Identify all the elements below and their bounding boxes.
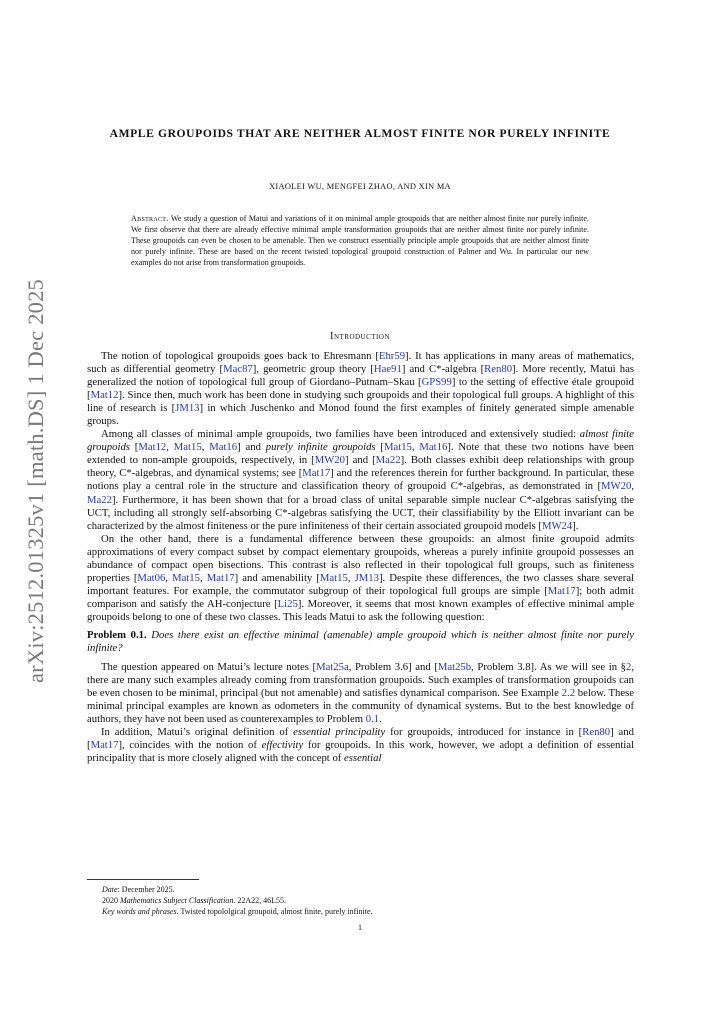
paragraph-text: The notion of topological groupoids goes back to Ehresmann [ — [101, 350, 379, 362]
paragraph-text: ] and amenability [ — [234, 571, 320, 584]
citation-link[interactable]: Li25 — [277, 597, 298, 610]
arxiv-stamp — [10, 279, 62, 683]
paragraphs-before — [87, 350, 634, 624]
citation-link[interactable]: Hae91 — [373, 363, 402, 376]
abstract-text: We study a question of Matui and variations of it on minimal ample groupoids that are neither almost finite nor purely infinite. We first observe that there are already effective minimal ample transformation groupoids that are neither almost finite nor purely infinite. These groupoids can even be chosen to be amenable. Then we construct essentially principle ample groupoids that are neither almost finite nor purely infinite. These are based on the recent twisted topological groupoid construction of Palmer and Wu. In particular our new examples do not arise from transformation groupoids. — [131, 214, 589, 268]
author-list: XIAOLEI WU, MENGFEI ZHAO, AND XIN MA — [269, 182, 451, 191]
section-title: Introduction — [329, 331, 390, 342]
page-number: 1 — [358, 923, 362, 932]
abstract — [131, 213, 589, 268]
paragraph-text: ]. Note that these two notions have been extended to non-ample groupoids, respectively, in [ — [87, 441, 635, 467]
paragraph-text: The question appeared on Matui’s lecture notes [ — [101, 661, 317, 674]
paragraph-text: , Problem 3.6] and [ — [348, 661, 438, 674]
body-paragraph — [87, 428, 634, 532]
citation-link[interactable]: Mat17 — [206, 571, 235, 584]
paragraph-text: , — [199, 571, 207, 584]
citation-link[interactable]: Mat16 — [209, 441, 238, 454]
citation-link[interactable]: Mac87 — [223, 363, 253, 376]
arxiv-stamp-text: arXiv:2512.01325v1 [math.DS] 1 Dec 2025 — [23, 279, 48, 683]
body-paragraph — [87, 661, 634, 726]
paragraph-text: ]. Both classes exhibit deep relationships with group theory, C*-algebras, and dynamical systems; see [ — [87, 454, 634, 480]
paragraph-text: . — [379, 713, 382, 726]
emphasis-text: essential principality — [293, 726, 386, 739]
citation-link[interactable]: GPS99 — [421, 376, 452, 389]
paragraph-text: ] to the setting of effective étale groupoid [ — [87, 376, 634, 402]
paragraph-text: ]. It has applications in many areas of mathematics, such as differential geometry [ — [87, 350, 634, 376]
citation-link[interactable]: JM13 — [175, 402, 200, 415]
paragraph-text: , Problem 3.8]. As we will see in § — [471, 661, 626, 674]
emphasis-text: almost finite groupoids — [87, 428, 634, 454]
citation-link[interactable]: Mat15 — [172, 571, 200, 584]
paragraph-text: ]; both admit comparison and satisfy the AH-conjecture [ — [87, 584, 634, 610]
body-paragraph — [87, 350, 634, 428]
paragraph-text: , — [347, 571, 355, 584]
problem-statement — [87, 629, 634, 655]
citation-link[interactable]: MW20 — [314, 454, 346, 467]
paragraph-text: ] and [ — [345, 454, 376, 467]
footnote-keywords: Key words and phrases. Twisted topololgical groupoid, almost finite, purely infinite. — [102, 907, 373, 917]
footnote-msc: 2020 Mathematics Subject Classification. 22A22, 46L55. — [102, 896, 286, 906]
citation-link[interactable]: 2 — [626, 661, 632, 674]
paragraph-text: ] in which Juschenko and Monod found the first examples of finitely generated simple amenable groups. — [87, 402, 634, 428]
citation-link[interactable]: Mat25a — [316, 661, 349, 674]
paragraph-text: ]. Despite these differences, the two classes share several important features. For example, the commutator subgroup of their topological full groups are simple [ — [87, 571, 634, 597]
citation-link[interactable]: JM13 — [354, 571, 379, 584]
body-text — [87, 350, 634, 765]
citation-link[interactable]: Mat15 — [173, 441, 202, 454]
citation-link[interactable]: Mat17 — [302, 467, 331, 480]
paragraph-text: In addition, Matui’s original definition of — [101, 726, 294, 739]
citation-link[interactable]: Mat16 — [419, 441, 448, 454]
paragraph-text: Among all classes of minimal ample groupoids, two families have been introduced and extensively studied: — [101, 428, 580, 441]
citation-link[interactable]: Mat15 — [384, 441, 412, 454]
citation-link[interactable]: MW20 — [601, 480, 632, 493]
paragraph-text: ] and C*-algebra [ — [401, 363, 485, 376]
citation-link[interactable]: Ren80 — [582, 726, 611, 739]
paragraph-text: for groupoids. In this work, however, we adopt a definition of essential principality that is more closely aligned with the concept of — [87, 739, 634, 765]
paragraph-text: ]. Since then, much work has been done in studying such groupoids and their topological full groups. A highlight of this line of research is [ — [87, 389, 634, 415]
paragraph-text: ]. Furthermore, it has been shown that for a broad class of unital separable simple nuclear C*-algebras satisfying the UCT, including all strongly self-absorbing C*-algebras satisfying the UCT, their classifiability by the Elliott invariant can be characterized by the almost finiteness or the pure infiniteness of their certain associated groupoid models [ — [87, 493, 634, 532]
paragraph-text: below. These minimal principal examples are known as odometers in the community of dynamical systems. But to the best knowledge of authors, they have not been used as counterexamples to Problem — [87, 687, 634, 726]
problem-text: Does there exist an effective minimal (amenable) ample groupoid which is neither almost finite nor purely infinite? — [87, 628, 634, 655]
paragraph-text: , — [166, 441, 174, 454]
paragraph-text: , — [201, 441, 210, 454]
paragraph-text: , — [411, 441, 420, 454]
citation-link[interactable]: Ehr59 — [378, 350, 406, 362]
citation-link[interactable]: Mat17 — [547, 584, 576, 597]
paper-title: AMPLE GROUPOIDS THAT ARE NEITHER ALMOST FINITE NOR PURELY INFINITE — [109, 127, 611, 140]
citation-link[interactable]: Mat25b — [437, 661, 472, 674]
citation-link[interactable]: Mat15 — [319, 571, 348, 584]
footnote-date: Date: December 2025. — [102, 885, 175, 894]
citation-link[interactable]: Mat06 — [137, 571, 166, 584]
paragraph-text: , — [631, 480, 634, 493]
paragraphs-after — [87, 661, 634, 765]
paragraph-text: , there are many such examples already coming from transformation groupoids. Such examples of transformation groupoids can be even chosen to be minimal, principal (but not amenable) and satisfies dynamical comparison. See Example — [87, 661, 635, 700]
paragraph-text: , — [165, 571, 173, 584]
paragraph-text: ], geometric group theory [ — [252, 363, 374, 376]
footnotes — [102, 884, 622, 918]
citation-link[interactable]: Ma22 — [375, 454, 401, 467]
emphasis-text: purely infinite groupoids — [265, 441, 376, 454]
citation-link[interactable]: Mat12 — [90, 389, 119, 402]
paragraph-text: ] and the references therein for further background. In particular, these notions play a central role in the structure and classification theory of groupoid C*-algebras, as demonstrated in [ — [87, 467, 634, 493]
paragraph-text: ]. Moreover, it seems that most known examples of effective minimal ample groupoids belong to one of these two classes. This leads Matui to ask the following question: — [87, 597, 634, 623]
paragraph-text: ]. — [572, 519, 579, 532]
paragraph-text: ] and [ — [87, 726, 634, 752]
paragraph-text: ] and — [237, 441, 266, 454]
problem-label: Problem 0.1. — [87, 628, 147, 641]
abstract-heading: Abstract. — [131, 214, 169, 223]
citation-link[interactable]: Ma22 — [87, 493, 112, 506]
citation-link[interactable]: 2.2 — [561, 687, 576, 700]
citation-link[interactable]: Mat12 — [138, 441, 167, 454]
footnote-rule — [87, 879, 199, 880]
body-paragraph — [87, 726, 634, 765]
paragraph-text: ], coincides with the notion of — [118, 739, 262, 752]
paragraph-text: On the other hand, there is a fundamental difference between these groupoids: an almost finite groupoid admits approximations of every compact subset by compact elementary groupoids, whereas a purely infinite groupoid possesses an abundance of compact open bisections. This contrast is also reflected in their topological full groups, such as finiteness properties [ — [87, 532, 634, 584]
paragraph-text: [ — [129, 441, 139, 454]
emphasis-text: essential — [344, 752, 382, 765]
paragraph-text: [ — [375, 441, 384, 454]
paragraph-text: ]. More recently, Matui has generalized the notion of topological full group of Giordano–Putnam–Skau [ — [87, 363, 634, 389]
citation-link[interactable]: MW24 — [541, 519, 573, 532]
citation-link[interactable]: Ren80 — [484, 363, 513, 376]
citation-link[interactable]: Mat17 — [90, 739, 119, 752]
paragraph-text: for groupoids, introduced for instance in [ — [385, 726, 583, 739]
emphasis-text: effectivity — [261, 739, 304, 752]
body-paragraph — [87, 533, 634, 624]
citation-link[interactable]: 0.1 — [365, 713, 380, 726]
